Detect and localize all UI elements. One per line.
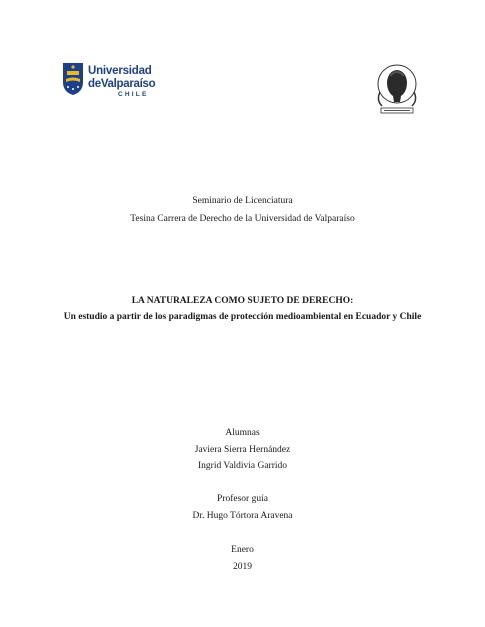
author-1-block bbox=[0, 445, 485, 455]
faculty-seal bbox=[372, 62, 422, 118]
seminar-line: Seminario de Licenciatura bbox=[192, 196, 293, 206]
logo-line-1: Universidad bbox=[88, 65, 152, 77]
author-name: Ingrid Valdivia Garrido bbox=[198, 461, 287, 471]
title-block bbox=[0, 296, 485, 306]
date-year-block bbox=[0, 562, 485, 572]
authors-label: Alumnas bbox=[225, 428, 260, 438]
university-shield-icon bbox=[62, 62, 84, 96]
logo-line-2: deValparaíso bbox=[88, 77, 156, 90]
university-logo bbox=[62, 62, 156, 100]
main-title: LA NATURALEZA COMO SUJETO DE DERECHO: bbox=[131, 296, 354, 306]
author-2-block bbox=[0, 461, 485, 471]
date-month-block bbox=[0, 545, 485, 555]
authors-label-block bbox=[0, 428, 485, 438]
subtitle: Un estudio a partir de los paradigmas de protección medioambiental en Ecuador y Chile bbox=[63, 312, 422, 322]
author-name: Javiera Sierra Hernández bbox=[194, 445, 291, 455]
advisor-name-block bbox=[0, 511, 485, 521]
faculty-seal-icon bbox=[372, 62, 422, 118]
thesis-line: Tesina Carrera de Derecho de la Universidad de Valparaíso bbox=[130, 214, 355, 224]
advisor-label-block bbox=[0, 494, 485, 504]
date-month: Enero bbox=[231, 545, 254, 555]
advisor-name: Dr. Hugo Tórtora Aravena bbox=[192, 511, 293, 521]
subtitle-block bbox=[0, 312, 485, 322]
date-year: 2019 bbox=[233, 562, 252, 572]
header-block bbox=[0, 196, 485, 206]
logo-line-3: CHILE bbox=[118, 91, 149, 98]
advisor-label: Profesor guía bbox=[217, 494, 268, 504]
header-block-2 bbox=[0, 214, 485, 224]
university-logo-text bbox=[88, 66, 155, 99]
